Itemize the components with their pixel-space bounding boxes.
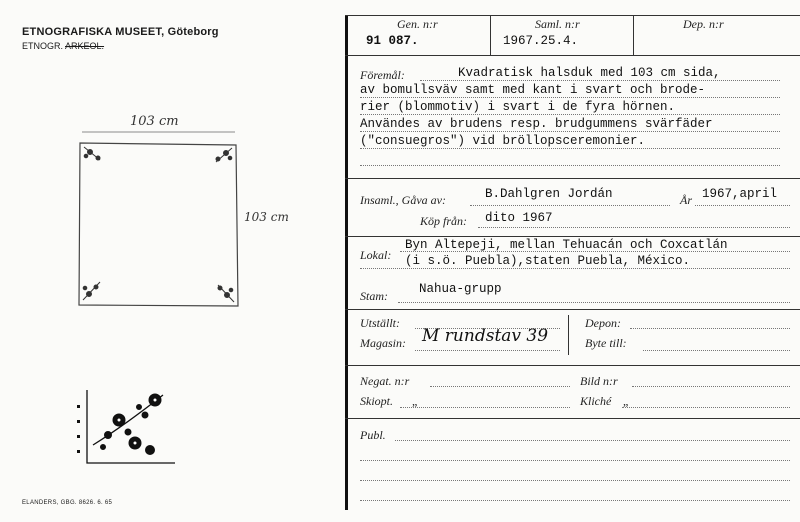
row-divider-photo [345, 418, 800, 419]
foremal-rule-6 [360, 165, 780, 166]
cliche-label: Kliché [580, 394, 612, 408]
publ-rule-3 [360, 480, 790, 481]
publ-rule-1 [395, 440, 790, 441]
gen-nr-label: Gen. n:r [397, 17, 438, 31]
lokal-rule-1 [400, 251, 790, 252]
row-divider-numbers [345, 55, 800, 56]
department-prefix: ETNOGR. [22, 41, 64, 51]
saml-nr-value: 1967.25.4. [503, 34, 579, 48]
row-divider-insaml [345, 236, 800, 237]
foremal-line-1: Kvadratisk halsduk med 103 cm sida, [458, 66, 721, 80]
foremal-rule-4 [360, 131, 780, 132]
card-top-border [345, 15, 800, 16]
foremal-line-3: rier (blommotiv) i svart i de fyra hörnen. [360, 100, 676, 114]
sketch-width-label: 103 cm [130, 114, 179, 129]
museum-city: Göteborg [167, 26, 219, 38]
insaml-rule [470, 205, 670, 206]
stam-rule [398, 302, 790, 303]
insaml-value: B.Dahlgren Jordán [485, 187, 613, 201]
skiopt-rule [400, 407, 570, 408]
magasin-rule [415, 350, 560, 351]
lokal-line-1: Byn Altepeji, mellan Tehuacán och Coxcatlán [405, 238, 728, 252]
lokal-rule-2 [360, 268, 790, 269]
cliche-rule [622, 407, 790, 408]
dep-nr-label: Dep. n:r [683, 17, 724, 31]
byte-rule [643, 350, 790, 351]
department-line [22, 41, 104, 51]
publ-label: Publ. [360, 428, 386, 442]
row-divider-foremal [345, 178, 800, 179]
divider-gen-saml [490, 15, 491, 55]
utstallt-label: Utställt: [360, 316, 401, 330]
foremal-line-5: ("consuegros") vid bröllopsceremonier. [360, 134, 646, 148]
kop-label: Köp från: [420, 214, 468, 228]
byte-label: Byte till: [585, 336, 627, 350]
printer-imprint: ELANDERS, GBG. 8626. 6. 65 [22, 500, 113, 506]
ar-rule [695, 205, 790, 206]
kop-value: dito 1967 [485, 211, 553, 225]
skiopt-ditto: „ [412, 394, 418, 408]
stam-label: Stam: [360, 289, 388, 303]
scarf-sketch [60, 130, 260, 320]
museum-name [22, 26, 219, 38]
foremal-line-2: av bomullsväv samt med kant i svart och brode- [360, 83, 706, 97]
sketch-height-label: 103 cm [244, 210, 289, 224]
foremal-rule-5 [360, 148, 780, 149]
foremal-label: Föremål: [360, 68, 405, 82]
saml-nr-label: Saml. n:r [535, 17, 580, 31]
cliche-ditto: „ [623, 394, 629, 408]
insaml-label: Insaml., Gåva av: [360, 193, 446, 207]
divider-saml-dep [633, 15, 634, 55]
stam-value: Nahua-grupp [419, 282, 502, 296]
ar-value: 1967,april [702, 187, 778, 201]
museum-title: ETNOGRAFISKA MUSEET, [22, 26, 165, 38]
skiopt-label: Skiopt. [360, 394, 393, 408]
divider-storage [568, 315, 569, 355]
row-divider-storage [345, 365, 800, 366]
foremal-rule-1 [420, 80, 780, 81]
kop-rule [478, 227, 790, 228]
foremal-rule-2 [360, 97, 780, 98]
card-left-border [345, 15, 348, 510]
foremal-line-4: Användes av brudens resp. brudgummens svärfäder [360, 117, 713, 131]
department-struck: ARKEOL. [65, 41, 105, 51]
publ-rule-2 [360, 460, 790, 461]
negat-rule [430, 386, 570, 387]
depon-label: Depon: [585, 316, 621, 330]
row-divider-stam [345, 309, 800, 310]
gen-nr-value: 91 087. [366, 34, 419, 48]
ar-label: År [680, 193, 692, 207]
bild-label: Bild n:r [580, 374, 618, 388]
negat-label: Negat. n:r [360, 374, 410, 388]
lokal-label: Lokal: [360, 248, 392, 262]
publ-rule-4 [360, 500, 790, 501]
lokal-line-2: (i s.ö. Puebla),staten Puebla, México. [405, 254, 691, 268]
foremal-rule-3 [360, 114, 780, 115]
magasin-value: M rundstav 39 [422, 326, 549, 346]
embroidery-motif-drawing [75, 385, 185, 470]
bild-rule [632, 386, 790, 387]
magasin-label: Magasin: [360, 336, 406, 350]
depon-rule [630, 328, 790, 329]
